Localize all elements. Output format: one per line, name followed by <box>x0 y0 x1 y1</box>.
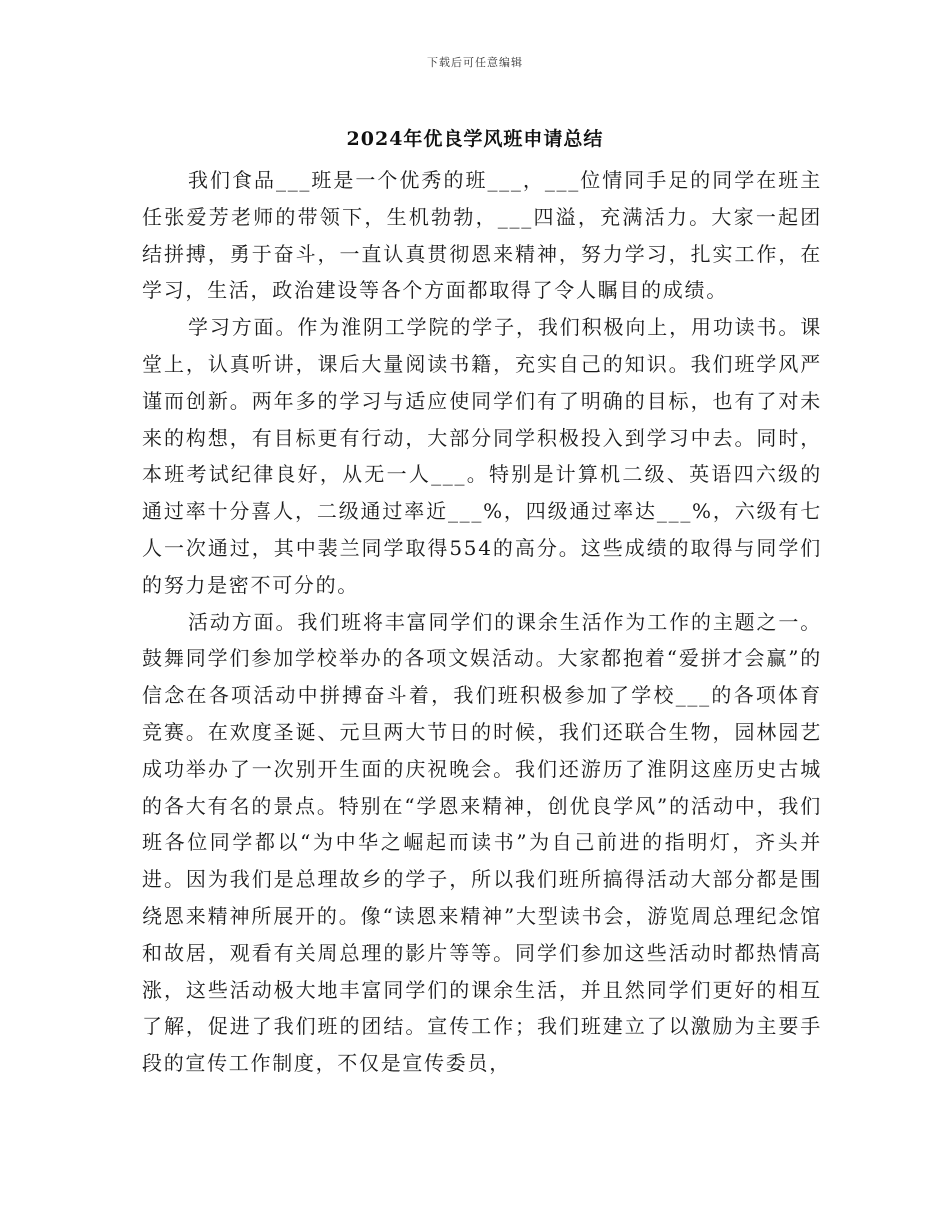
paragraph-intro: 我们食品___班是一个优秀的班___，___位情同手足的同学在班主任张爱芳老师的带领下，生机勃勃，___四溢，充满活力。大家一起团结拼搏，勇于奋斗，一直认真贯彻恩来精神，努力学习，扎实工作，在学习，生活，政治建设等各个方面都取得了令人瞩目的成绩。 <box>142 168 822 303</box>
paragraph-study: 学习方面。作为淮阴工学院的学子，我们积极向上，用功读书。课堂上，认真听讲，课后大量阅读书籍，充实自己的知识。我们班学风严谨而创新。两年多的学习与适应使同学们有了明确的目标，也有了对未来的构想，有目标更有行动，大部分同学积极投入到学习中去。同时，本班考试纪律良好，从无一人___。特别是计算机二级、英语四六级的通过率十分喜人，二级通过率近___%，四级通过率达___%，六级有七人一次通过，其中裴兰同学取得554的高分。这些成绩的取得与同学们的努力是密不可分的。 <box>142 315 822 597</box>
document-title: 2024年优良学风班申请总结 <box>346 128 604 150</box>
document-body <box>142 162 822 1082</box>
paragraph-activities: 活动方面。我们班将丰富同学们的课余生活作为工作的主题之一。鼓舞同学们参加学校举办的各项文娱活动。大家都抱着“爱拼才会赢”的信念在各项活动中拼搏奋斗着，我们班积极参加了学校___的各项体育竞赛。在欢度圣诞、元旦两大节日的时候，我们还联合生物，园林园艺成功举办了一次别开生面的庆祝晚会。我们还游历了淮阴这座历史古城的各大有名的景点。特别在“学恩来精神，创优良学风”的活动中，我们班各位同学都以“为中华之崛起而读书”为自己前进的指明灯，齐头并进。因为我们是总理故乡的学子，所以我们班所搞得活动大部分都是围绕恩来精神所展开的。像“读恩来精神”大型读书会，游览周总理纪念馆和故居，观看有关周总理的影片等等。同学们参加这些活动时都热情高涨，这些活动极大地丰富同学们的课余生活，并且然同学们更好的相互了解，促进了我们班的团结。宣传工作；我们班建立了以激励为主要手段的宣传工作制度，不仅是宣传委员， <box>142 609 822 1076</box>
page-header-note: 下载后可任意编辑 <box>427 56 523 69</box>
